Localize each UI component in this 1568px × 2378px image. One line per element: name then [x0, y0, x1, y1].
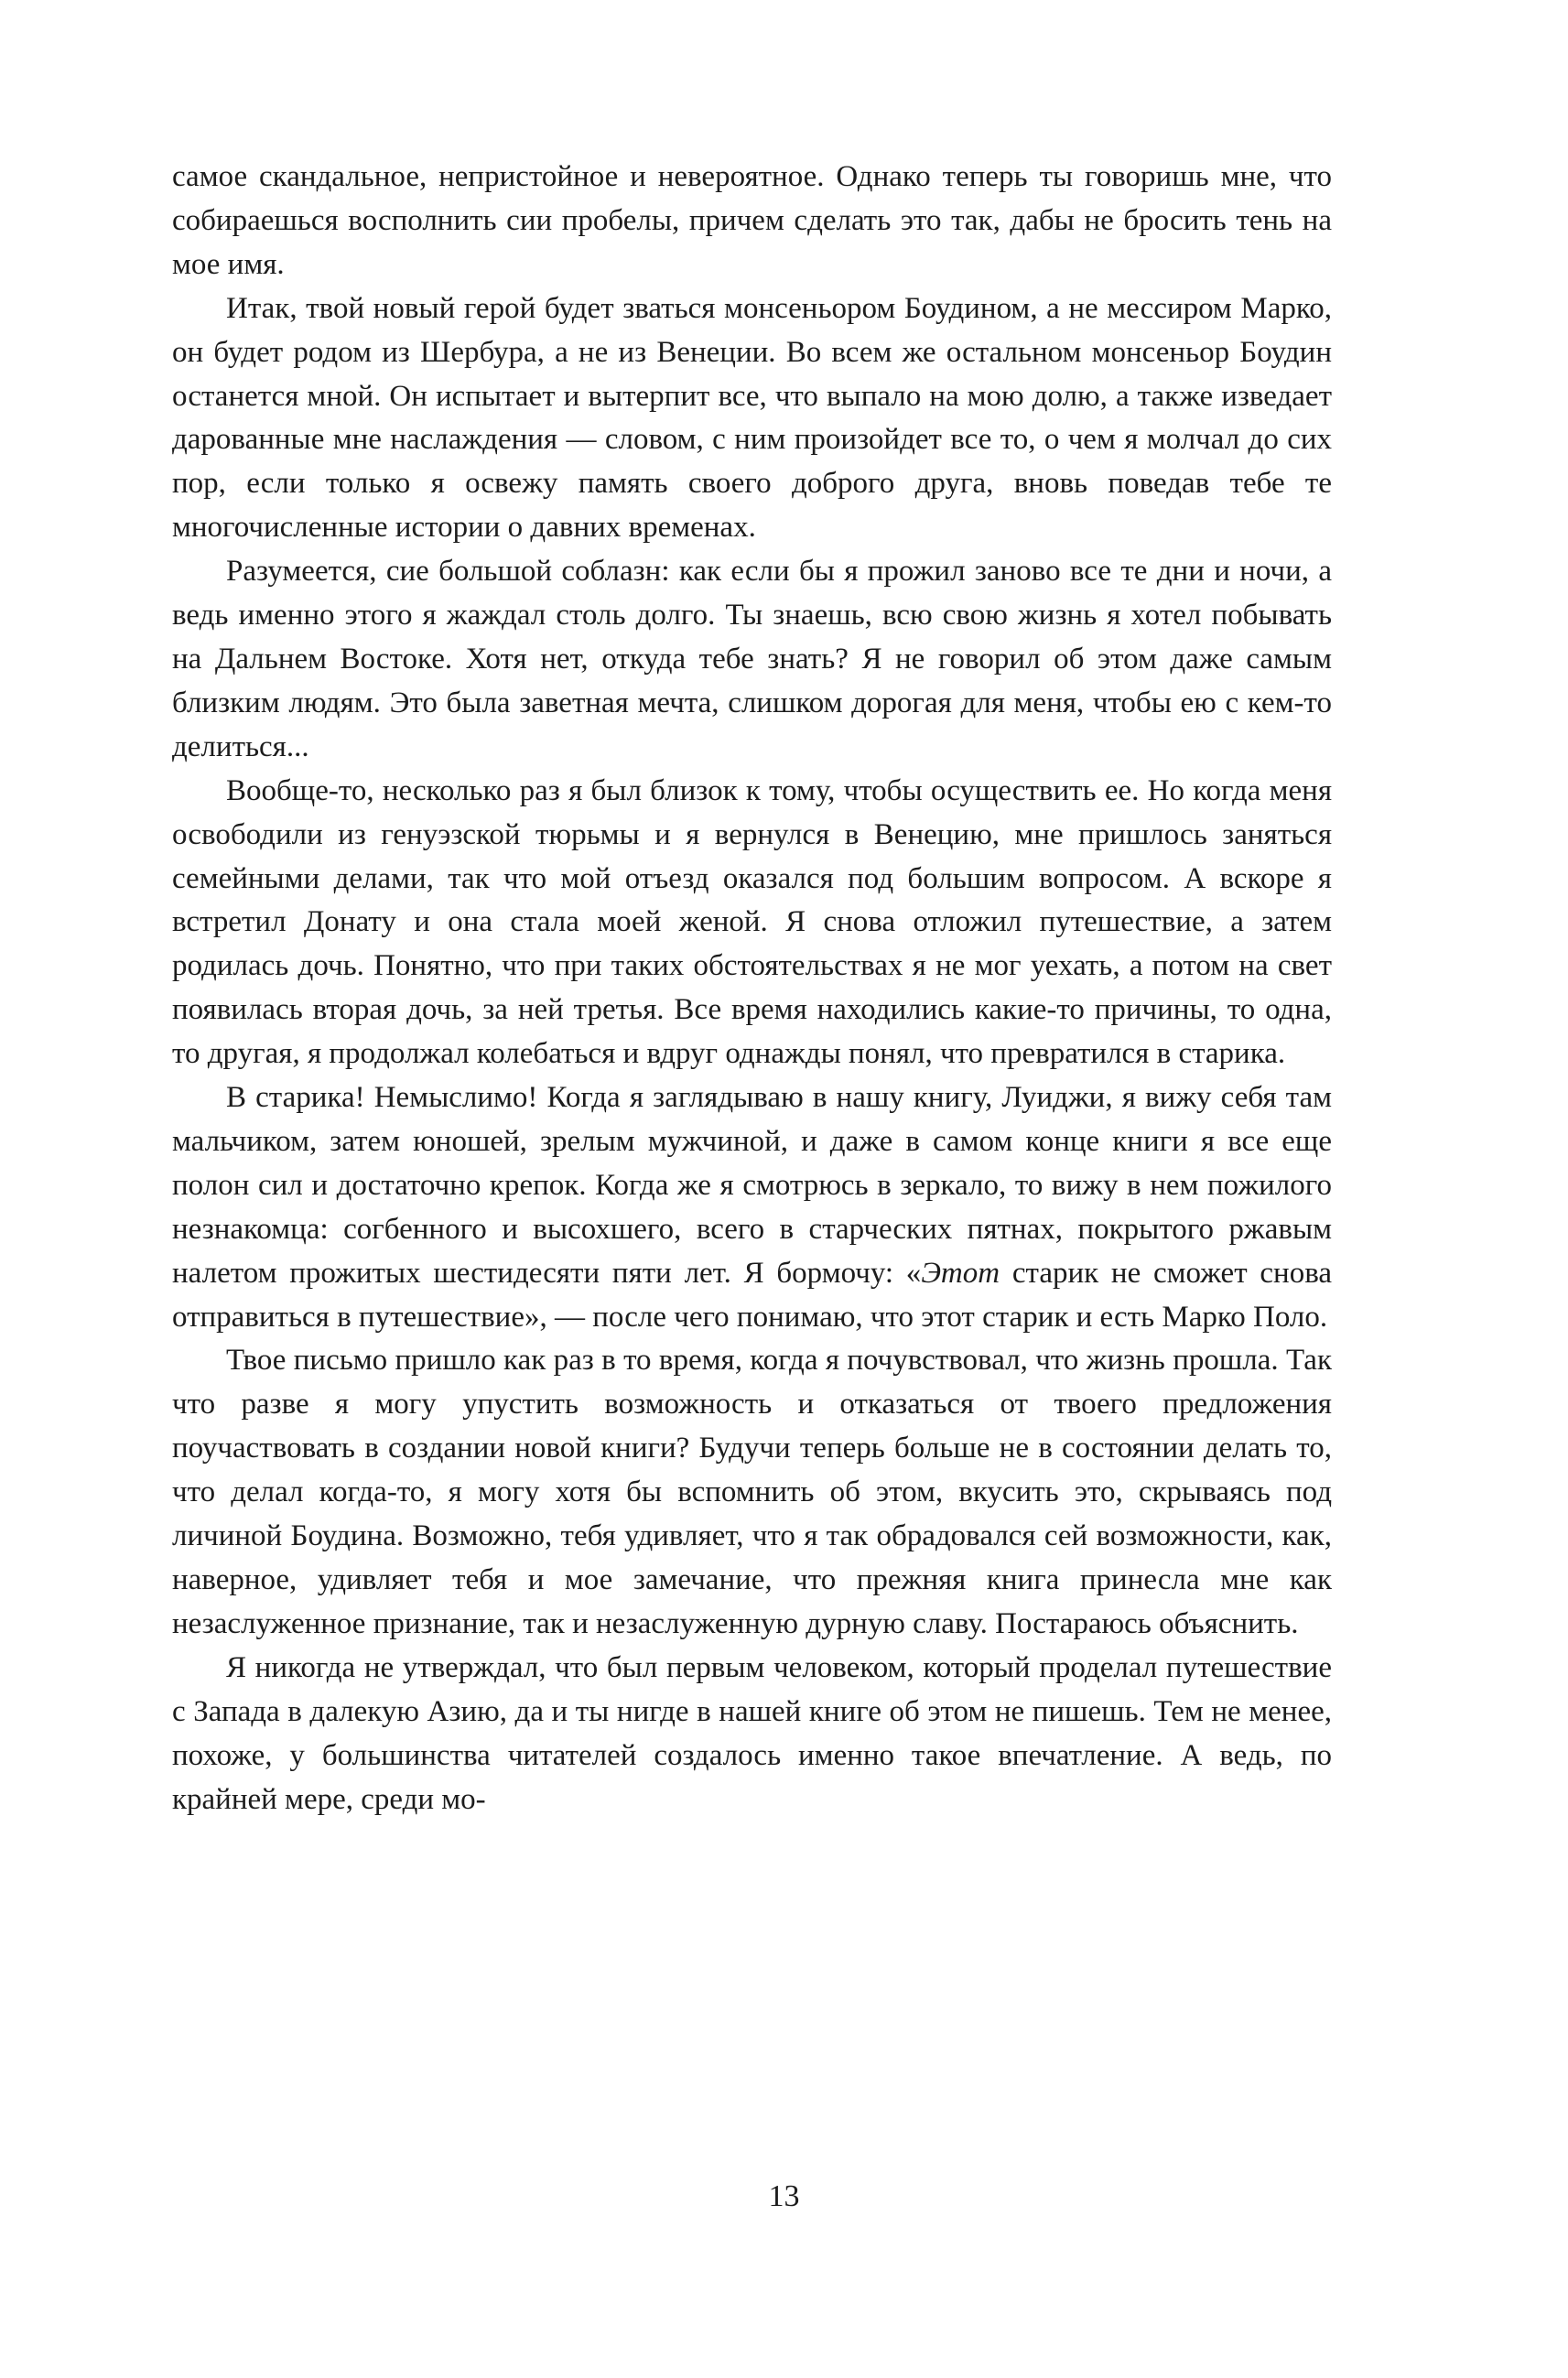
paragraph-5-emphasis: Этот	[921, 1256, 1000, 1290]
page-body	[172, 156, 1332, 1821]
paragraph-5	[172, 1076, 1332, 1339]
paragraph-6: Твое письмо пришло как раз в то время, когда я почувствовал, что жизнь прошла. Так что разве я могу упустить возможность и отказаться от твоего предложения поучаствовать в создании новой книги? Будучи теперь больше не в состоянии делать то, что делал когда-то, я могу хотя бы вспомнить об этом, вкусить это, скрываясь под личиной Боудина. Возможно, тебя удивляет, что я так обрадовался сей возможности, как, наверное, удивляет тебя и мое замечание, что прежняя книга принесла мне как незаслуженное признание, так и незаслуженную дурную славу. Постараюсь объяснить.	[172, 1344, 1332, 1640]
paragraph-4: Вообще-то, несколько раз я был близок к тому, чтобы осуществить ее. Но когда меня освободили из генуэзской тюрьмы и я вернулся в Венецию, мне пришлось заняться семейными делами, так что мой отъезд оказался под большим вопросом. А вскоре я встретил Донату и она стала моей женой. Я снова отложил путешествие, а затем родилась дочь. Понятно, что при таких обстоятельствах я не мог уехать, а потом на свет появилась вторая дочь, за ней третья. Все время находились какие-то причины, то одна, то другая, я продолжал колебаться и вдруг однажды понял, что превратился в старика.	[172, 773, 1332, 1071]
paragraph-2: Итак, твой новый герой будет зваться монсеньором Боудином, а не мессиром Марко, он будет родом из Шербура, а не из Венеции. Во всем же остальном монсеньор Боудин останется мной. Он испытает и вытерпит все, что выпало на мою долю, а также изведает дарованные мне наслаждения — словом, с ним произойдет все то, о чем я молчал до сих пор, если только я освежу память своего доброго друга, вновь поведав тебе те многочисленные истории о давних временах.	[172, 291, 1332, 545]
paragraph-5-end: старик не сможет снова отправиться в путешествие», — после чего понимаю, что этот старик и есть Марко Поло.	[172, 1256, 1332, 1334]
paragraph-7: Я никогда не утверждал, что был первым человеком, который проделал путешествие с Запада в далекую Азию, да и ты нигде в нашей книге об этом не пишешь. Тем не менее, похоже, у большинства читателей создалось именно такое впечатление. А ведь, по крайней мере, среди мо-	[172, 1650, 1332, 1816]
page-number: 13	[768, 2179, 800, 2213]
paragraph-5-start: В старика! Немыслимо! Когда я заглядываю в нашу книгу, Луиджи, я вижу себя там мальчиком, затем юношей, зрелым мужчиной, и даже в самом конце книги я все еще полон сил и достаточно крепок. Когда же я смотрюсь в зеркало, то вижу в нем пожилого незнакомца: согбенного и высохшего, всего в старческих пятнах, покрытого ржавым налетом прожитых шестидесяти пяти лет. Я бормочу: «	[172, 1081, 1332, 1290]
paragraph-3: Разумеется, сие большой соблазн: как если бы я прожил заново все те дни и ночи, а ведь именно этого я жаждал столь долго. Ты знаешь, всю свою жизнь я хотел побывать на Дальнем Востоке. Хотя нет, откуда тебе знать? Я не говорил об этом даже самым близким людям. Это была заветная мечта, слишком дорогая для меня, чтобы ею с кем-то делиться...	[172, 555, 1332, 763]
paragraph-1: самое скандальное, непристойное и невероятное. Однако теперь ты говоришь мне, что собираешься восполнить сии пробелы, причем сделать это так, дабы не бросить тень на мое имя.	[172, 160, 1332, 281]
